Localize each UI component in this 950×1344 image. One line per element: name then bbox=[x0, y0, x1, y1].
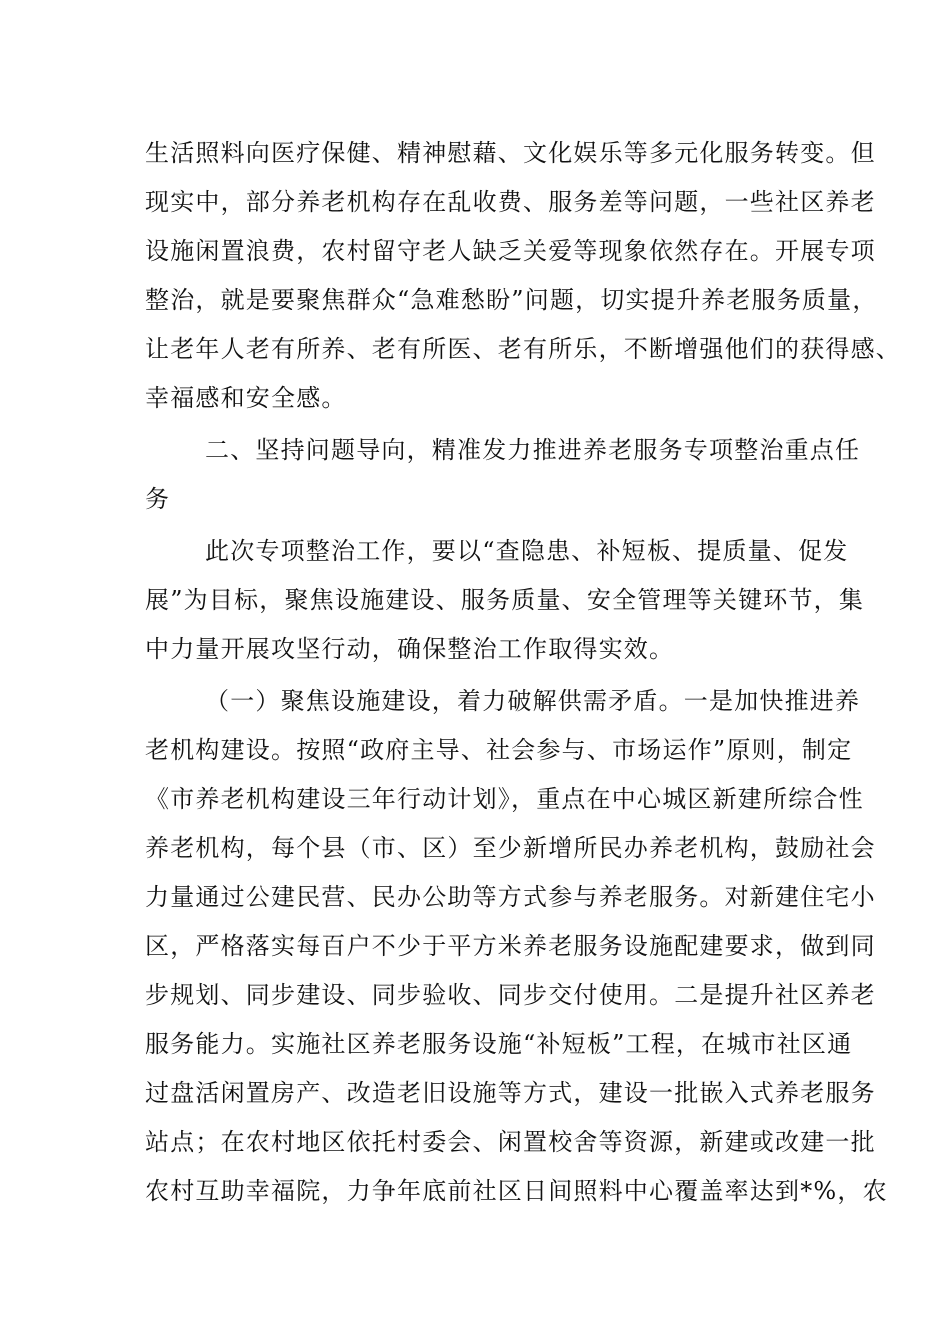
section-heading-line-1: 二、坚持问题导向，精准发力推进养老服务专项整治重点任 bbox=[205, 436, 861, 464]
text-line-4: 整治，就是要聚焦群众“急难愁盼”问题，切实提升养老服务质量， bbox=[145, 286, 878, 314]
text-line-12: （一）聚焦设施建设，着力破解供需矛盾。一是加快推进养 bbox=[205, 687, 861, 715]
text-line-14: 《市养老机构建设三年行动计划》，重点在中心城区新建所综合性 bbox=[145, 785, 864, 813]
text-line-5: 让老年人老有所养、老有所医、老有所乐，不断增强他们的获得感、 bbox=[145, 335, 901, 363]
text-line-3: 设施闲置浪费，农村留守老人缺乏关爱等现象依然存在。开展专项 bbox=[145, 237, 876, 265]
text-line-6: 幸福感和安全感。 bbox=[145, 384, 347, 412]
text-line-17: 区，严格落实每百户不少于平方米养老服务设施配建要求，做到同 bbox=[145, 932, 876, 960]
text-line-11: 中力量开展攻坚行动，确保整治工作取得实效。 bbox=[145, 635, 675, 663]
text-line-22: 农村互助幸福院，力争年底前社区日间照料中心覆盖率达到*%，农 bbox=[145, 1177, 888, 1205]
text-line-20: 过盘活闲置房产、改造老旧设施等方式，建设一批嵌入式养老服务 bbox=[145, 1079, 876, 1107]
text-line-15: 养老机构，每个县（市、区）至少新增所民办养老机构，鼓励社会 bbox=[145, 834, 876, 862]
text-line-16: 力量通过公建民营、民办公助等方式参与养老服务。对新建住宅小 bbox=[145, 883, 876, 911]
text-line-9: 此次专项整治工作，要以“查隐患、补短板、提质量、促发 bbox=[205, 537, 849, 565]
text-line-10: 展”为目标，聚焦设施建设、服务质量、安全管理等关键环节，集 bbox=[145, 586, 865, 614]
text-line-18: 步规划、同步建设、同步验收、同步交付使用。二是提升社区养老 bbox=[145, 981, 876, 1009]
text-line-1: 生活照料向医疗保健、精神慰藉、文化娱乐等多元化服务转变。但 bbox=[145, 139, 876, 167]
text-line-13: 老机构建设。按照“政府主导、社会参与、市场运作”原则，制定 bbox=[145, 736, 853, 764]
text-line-2: 现实中，部分养老机构存在乱收费、服务差等问题，一些社区养老 bbox=[145, 188, 876, 216]
section-heading-line-2: 务 bbox=[145, 485, 171, 513]
text-line-21: 站点；在农村地区依托村委会、闲置校舍等资源，新建或改建一批 bbox=[145, 1128, 876, 1156]
text-line-19: 服务能力。实施社区养老服务设施“补短板”工程，在城市社区通 bbox=[145, 1030, 853, 1058]
